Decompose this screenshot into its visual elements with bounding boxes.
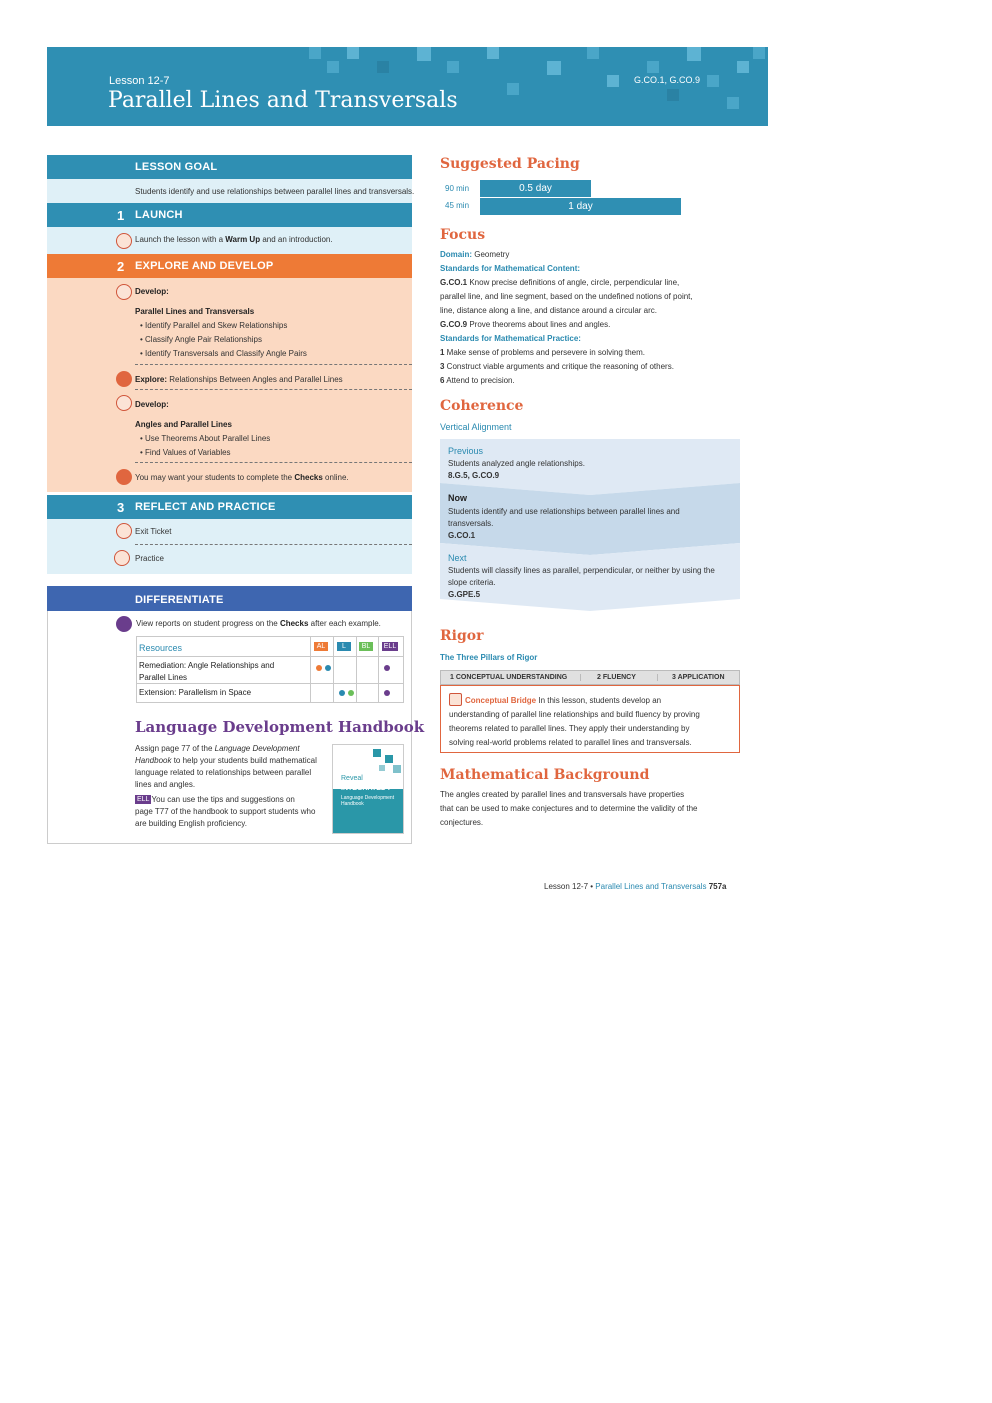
pacing-label: 90 min (445, 184, 470, 193)
develop-block-title: Angles and Parallel Lines (135, 420, 232, 429)
level-tag-ol: L (337, 642, 351, 651)
lesson-goal-header: LESSON GOAL (47, 155, 412, 179)
checks-text: You may want your students to complete the Checks online. (135, 473, 349, 482)
explore-header: 2 EXPLORE AND DEVELOP (47, 254, 412, 278)
exit-ticket-text: Exit Ticket (135, 527, 172, 536)
pacing-title: Suggested Pacing (440, 156, 580, 172)
develop-item: • Find Values of Variables (140, 448, 231, 457)
develop-block-title: Parallel Lines and Transversals (135, 307, 255, 316)
develop-label: Develop: (135, 287, 169, 296)
now-label: Now (448, 493, 467, 503)
develop-item: • Identify Parallel and Skew Relationships (140, 321, 288, 330)
vertical-alignment: Previous Students analyzed angle relationships. 8.G.5, G.CO.9 Now Students identify and use relationships between parallel lines and transversals. G.CO.1 Next Students will classify lines as parallel, perpendicular, or neither by using the slope criteria. G.GPE.5 (448, 446, 715, 599)
table-row: Extension: Parallelism in Space (137, 684, 403, 702)
divider (135, 389, 412, 390)
develop-item: • Identify Transversals and Classify Angle Pairs (140, 349, 307, 358)
focus-body: Domain: Geometry Standards for Mathematical Content: G.CO.1 Know precise definitions of angle, circle, perpendicular line, parallel line, and line segment, based on the undefined notions of point, line, distance along a line, and distance around a circular arc. G.CO.9 Prove theorems about lines and angles. Standards for Mathematical Practice: 1 Make sense of problems and persevere in solving them. 3 Construct viable arguments and critique the reasoning of others. 6 Attend to precision. (440, 250, 693, 385)
conceptual-bridge-box: Conceptual Bridge In this lesson, students develop an understanding of parallel line relationships and build fluency by proving theorems related to parallel lines. They apply their understanding by solving real-world problems related to parallel lines and transversals. (440, 685, 740, 753)
launch-header: 1 LAUNCH (47, 203, 412, 227)
page-title: Parallel Lines and Transversals (108, 88, 458, 113)
divider (135, 462, 412, 463)
purple-dot (384, 665, 390, 671)
explore-text: Explore: Relationships Between Angles and Parallel Lines (135, 375, 343, 384)
practice-icon (114, 550, 130, 566)
level-tag-bl: BL (359, 642, 373, 651)
group-icon (116, 233, 132, 249)
reports-text: View reports on student progress on the Checks after each example. (136, 619, 381, 628)
rigor-pillars-header: 1 CONCEPTUAL UNDERSTANDING 2 FLUENCY 3 APPLICATION (440, 670, 740, 685)
group-icon (116, 395, 132, 411)
group-icon (116, 523, 132, 539)
launch-panel (47, 227, 412, 254)
launch-text: Launch the lesson with a Warm Up and an introduction. (135, 235, 333, 244)
reflect-header: 3 REFLECT AND PRACTICE (47, 495, 412, 519)
pacing-label: 45 min (445, 201, 470, 210)
divider (135, 364, 412, 365)
develop-item: • Classify Angle Pair Relationships (140, 335, 262, 344)
resources-table (136, 636, 404, 703)
banner-standards: G.CO.1, G.CO.9 (633, 75, 700, 85)
practice-text: Practice (135, 554, 164, 563)
rigor-subtitle: The Three Pillars of Rigor (440, 653, 538, 662)
ldh-title: Language Development Handbook (135, 718, 425, 736)
blue-dot (325, 665, 331, 671)
handbook-cover-image: Reveal INTEGRATED I Language Development Handbook (332, 744, 404, 834)
develop-label: Develop: (135, 400, 169, 409)
table-row: Remediation: Angle Relationships and Parallel Lines (137, 657, 403, 684)
chart-icon (116, 616, 132, 632)
group-icon (116, 284, 132, 300)
lesson-number: Lesson 12-7 (109, 75, 170, 87)
page-footer: Lesson 12-7 • Parallel Lines and Transversals 757a (544, 882, 727, 891)
lesson-banner (47, 47, 768, 126)
explore-panel (47, 278, 412, 492)
level-tag-al: AL (314, 642, 328, 651)
level-tag-ell: ELL (383, 643, 397, 650)
next-label: Next (448, 553, 467, 563)
develop-item: • Use Theorems About Parallel Lines (140, 434, 271, 443)
lesson-goal-panel (47, 179, 415, 203)
table-header-row: Resources AL L BL ELL (137, 637, 403, 657)
ldh-ell-paragraph: ELL You can use the tips and suggestions on page T77 of the handbook to support students who are building English proficiency. (135, 795, 316, 828)
person-icon (116, 469, 132, 485)
vertical-alignment-label: Vertical Alignment (440, 422, 512, 432)
pacing-bar: 1 day (480, 198, 681, 215)
person-icon (116, 371, 132, 387)
divider (135, 544, 412, 545)
reflect-panel (47, 519, 412, 574)
previous-label: Previous (448, 446, 484, 456)
rigor-title: Rigor (440, 628, 484, 644)
differentiate-header: DIFFERENTIATE (47, 586, 412, 611)
math-background-text: The angles created by parallel lines and transversals have properties that can be used to make conjectures and to determine the validity of the conjectures. (440, 790, 698, 827)
orange-dot (316, 665, 322, 671)
pacing-bar: 0.5 day (480, 180, 591, 197)
lesson-goal-text: Students identify and use relationships between parallel lines and transversals. (135, 187, 415, 196)
coherence-title: Coherence (440, 398, 524, 414)
ldh-paragraph: Assign page 77 of the Language Development Handbook to help your students build mathematical language related to relationships between parallel lines and angles. (135, 744, 317, 789)
green-dot (348, 690, 354, 696)
blue-dot (339, 690, 345, 696)
purple-dot (384, 690, 390, 696)
focus-title: Focus (440, 227, 486, 243)
ell-tag: ELL (137, 796, 150, 804)
math-background-title: Mathematical Background (440, 767, 650, 783)
